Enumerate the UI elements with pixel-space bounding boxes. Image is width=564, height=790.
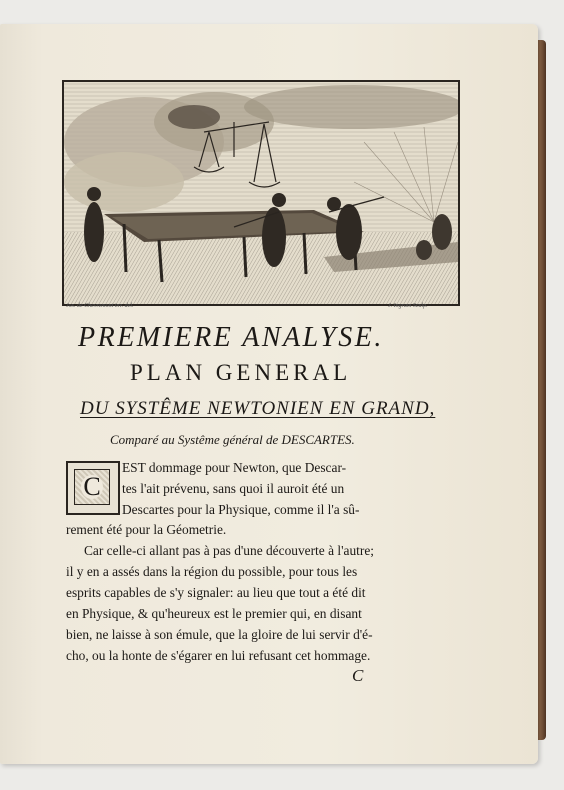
section-heading: DU SYSTÊME NEWTONIEN EN GRAND, (80, 398, 436, 419)
body-line: tes l'ait prévenu, sans quoi il auroit été un (122, 481, 345, 496)
body-line: esprits capables de s'y signaler: au lieu que tout a été dit (66, 585, 366, 600)
page-title: PREMIERE ANALYSE. (78, 322, 384, 353)
drop-cap-frame (74, 469, 110, 505)
section-subtitle: PLAN GENERAL (130, 360, 352, 385)
body-line: en Physique, & qu'heureux est le premier qui, en disant (66, 606, 362, 621)
body-line: rement été pour la Géometrie. (66, 522, 227, 537)
engraved-illustration (62, 80, 460, 306)
section-subheading: Comparé au Systême général de DESCARTES. (110, 432, 355, 447)
ground-hatching (64, 232, 458, 304)
engraver-credit-left: Jos. de Chevremont inv. del. (66, 303, 134, 309)
drop-cap-letter: C (81, 475, 103, 499)
drop-cap-ornament (66, 461, 120, 515)
body-line: EST dommage pour Newton, que Descar- (122, 460, 347, 475)
body-line: cho, ou la honte de s'égarer en lui refusant cet hommage. (66, 648, 371, 663)
engraver-credit-right: J. Ingram Sculp. (388, 303, 428, 309)
body-line: Descartes pour la Physique, comme il l'a sû- (122, 502, 360, 517)
body-line: il y en a assés dans la région du possible, pour tous les (66, 564, 358, 579)
allegorical-figure (168, 105, 220, 129)
body-line: Car celle-ci allant pas à pas d'une découverte à l'autre; (84, 543, 374, 558)
signature-mark: C (352, 666, 364, 685)
body-line: bien, ne laisse à son émule, que la gloire de lui servir d'é- (66, 627, 373, 642)
engraving-scene (64, 82, 458, 304)
